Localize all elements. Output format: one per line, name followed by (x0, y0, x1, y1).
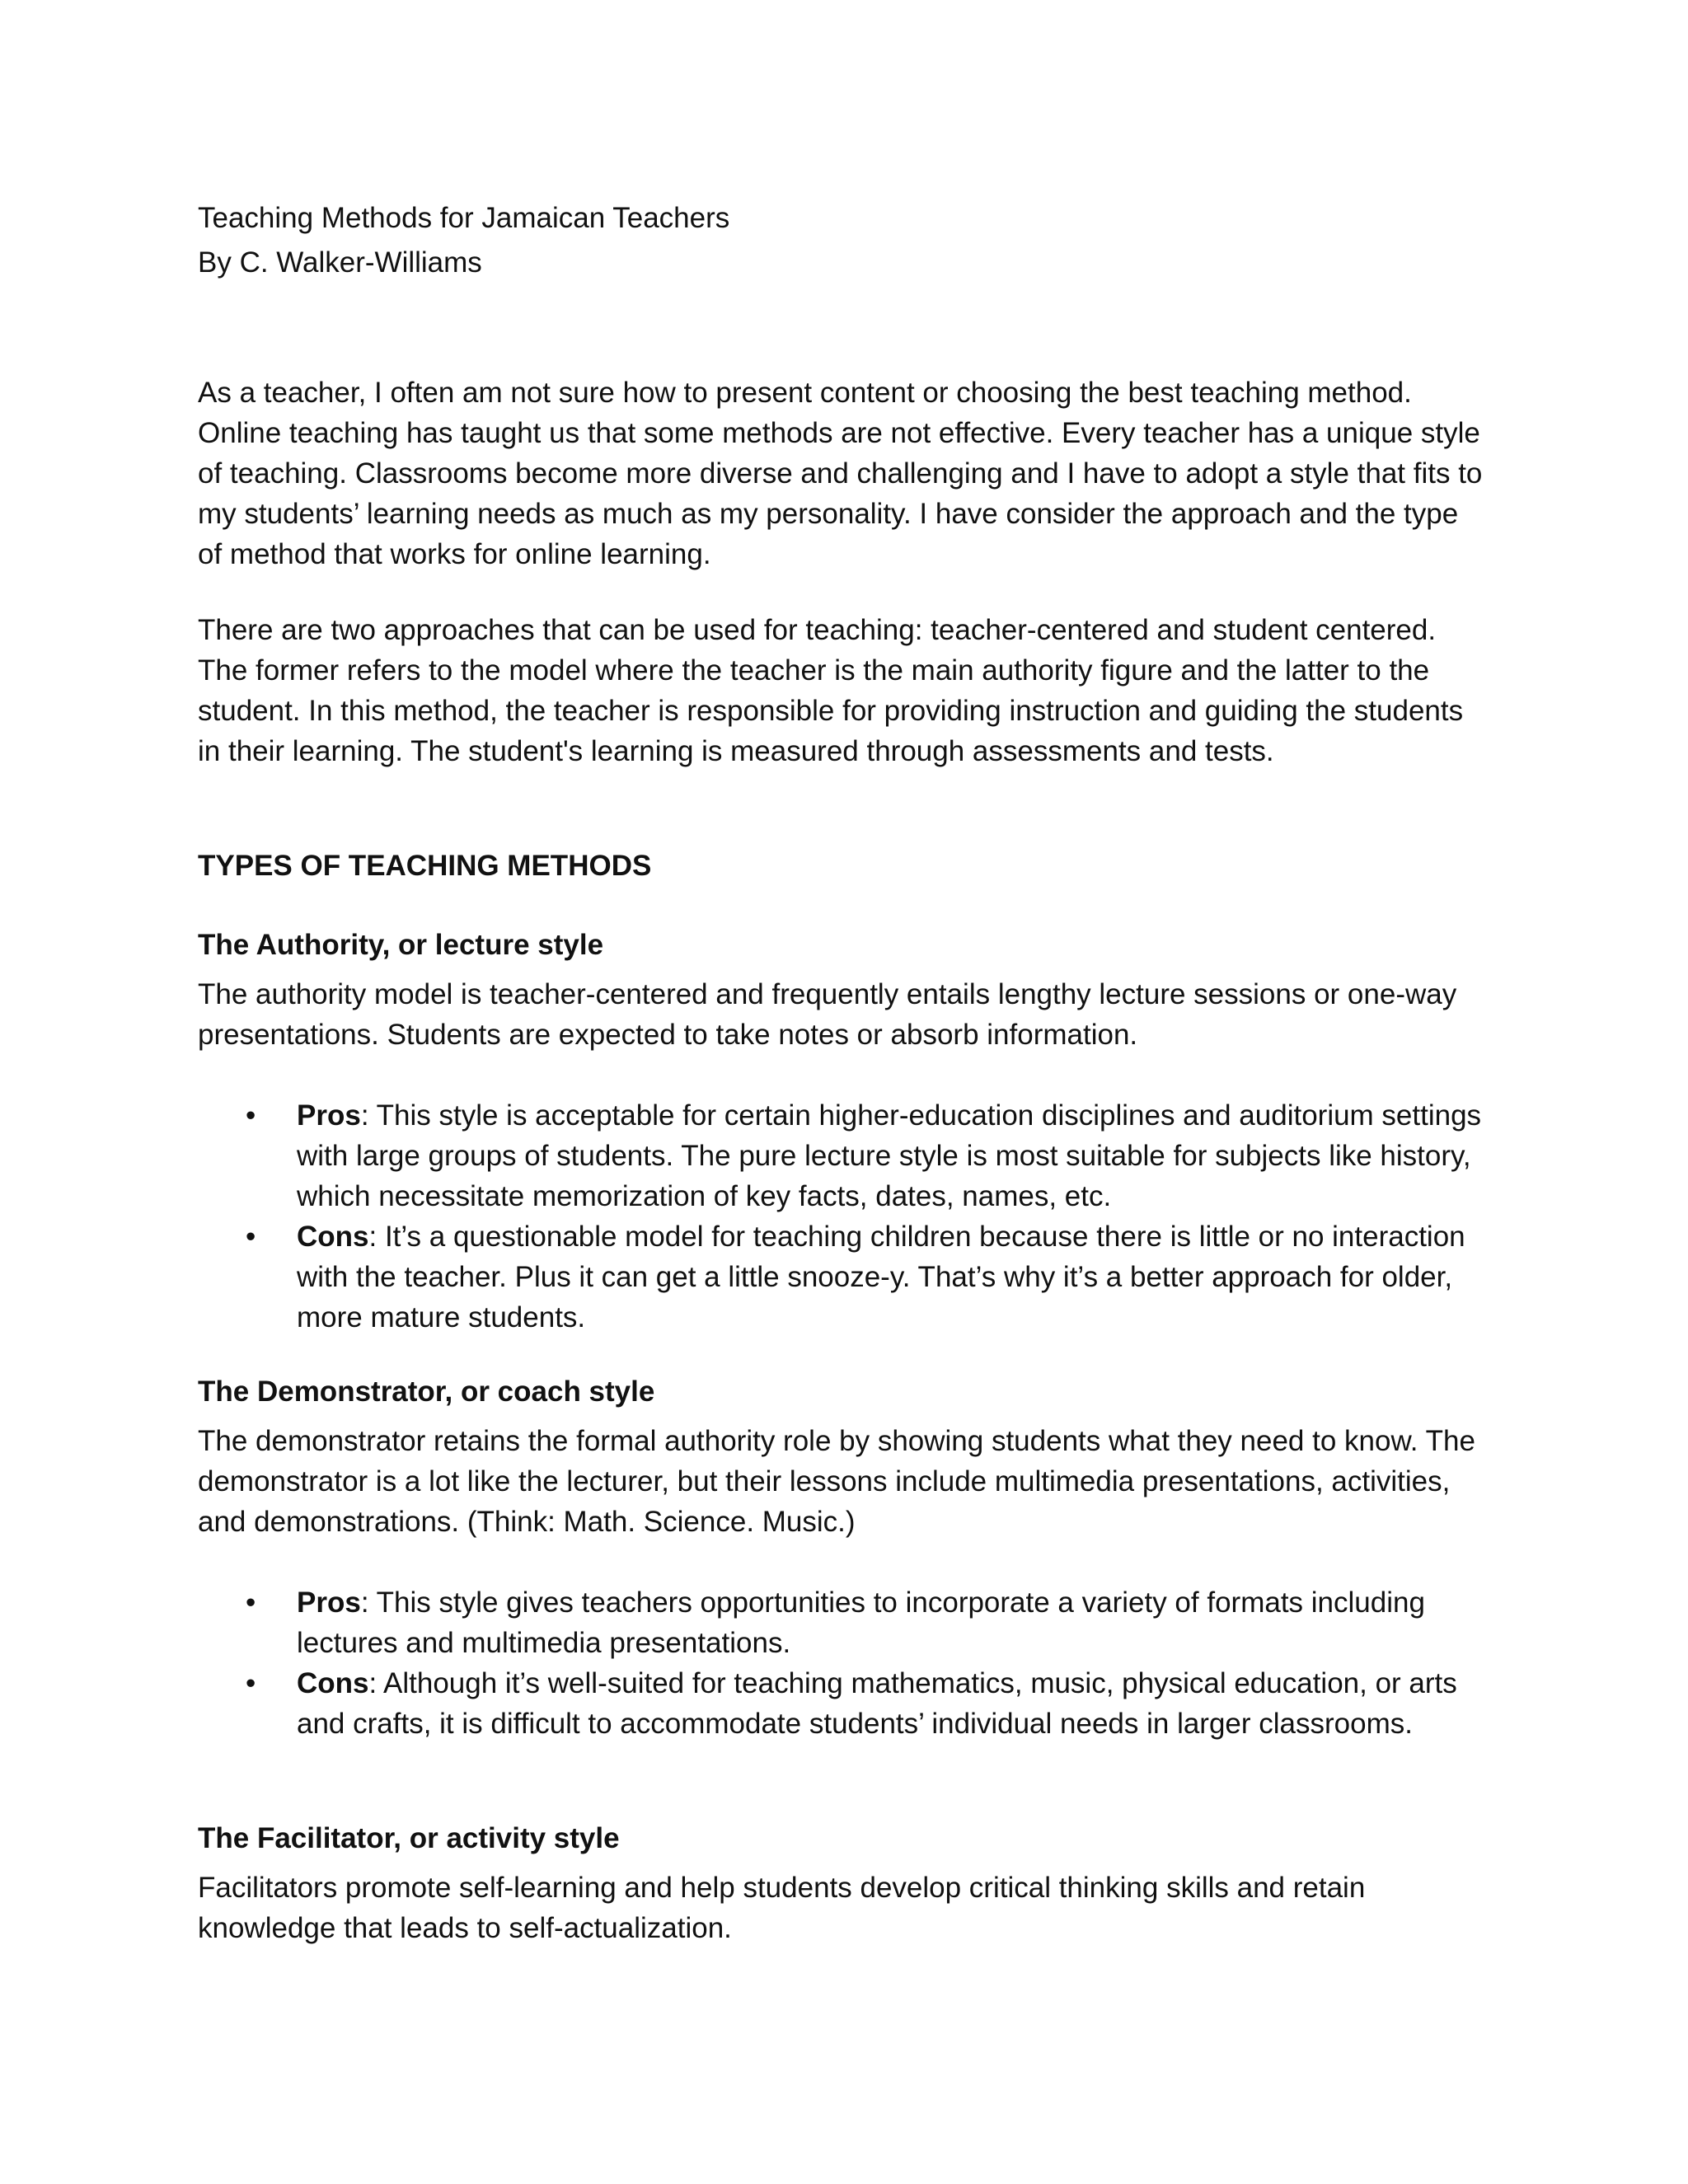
cons-item (198, 1663, 1484, 1744)
document-byline: By C. Walker-Williams (198, 246, 482, 279)
cons-label: Cons (297, 1221, 369, 1253)
cons-text: : Although it’s well-suited for teaching mathematics, music, physical education, or arts and crafts, it is difficult to accommodate students’ individual needs in larger classrooms. (297, 1667, 1457, 1740)
pros-item (198, 1582, 1484, 1663)
pros-cons-list (198, 1095, 1484, 1338)
bullet-icon: • (246, 1099, 256, 1132)
pros-item (198, 1095, 1484, 1216)
section-description: Facilitators promote self-learning and help students develop critical thinking skills and retain knowledge that leads to self-actualization. (198, 1872, 1366, 1944)
document-title: Teaching Methods for Jamaican Teachers (198, 202, 730, 234)
bullet-icon: • (246, 1667, 256, 1699)
document-header (198, 196, 729, 285)
pros-label: Pros (297, 1586, 361, 1619)
section-demonstrator (198, 1371, 1484, 1744)
section-heading: The Authority, or lecture style (198, 929, 604, 961)
section-facilitator (198, 1818, 1484, 1948)
types-heading: TYPES OF TEACHING METHODS (198, 850, 652, 882)
section-authority (198, 925, 1484, 1338)
bullet-icon: • (246, 1586, 256, 1619)
intro-paragraph-1-block (198, 373, 1484, 574)
pros-cons-list (198, 1582, 1484, 1744)
section-heading: The Facilitator, or activity style (198, 1822, 620, 1854)
cons-text: : It’s a questionable model for teaching children because there is little or no interaction with the teacher. Plus it can get a little snooze-y. That’s why it’s a better approach for older, more mature students. (297, 1221, 1465, 1333)
section-description: The demonstrator retains the formal authority role by showing students what they need to know. The demonstrator is a lot like the lecturer, but their lessons include multimedia presentations, activities, and demonstrations. (Think: Math. Science. Music.) (198, 1425, 1475, 1538)
intro-paragraph-2-block (198, 610, 1484, 771)
types-heading-block (198, 846, 1484, 886)
intro-paragraph: There are two approaches that can be used for teaching: teacher-centered and student centered. The former refers to the model where the teacher is the main authority figure and the latter to the student. In this method, the teacher is responsible for providing instruction and guiding the students in their learning. The student's learning is measured through assessments and tests. (198, 614, 1464, 767)
section-heading: The Demonstrator, or coach style (198, 1376, 655, 1408)
pros-text: : This style is acceptable for certain higher-education disciplines and auditorium settings with large groups of students. The pure lecture style is most suitable for subjects like history, which necessitate memorization of key facts, dates, names, etc. (297, 1099, 1482, 1212)
cons-item (198, 1216, 1484, 1338)
intro-paragraph: As a teacher, I often am not sure how to present content or choosing the best teaching method. Online teaching has taught us that some methods are not effective. Every teacher has a unique style of teaching. Classrooms become more diverse and challenging and I have to adopt a style that fits to my students’ learning needs as much as my personality. I have consider the approach and the type of method that works for online learning. (198, 377, 1483, 570)
pros-text: : This style gives teachers opportunities to incorporate a variety of formats including lectures and multimedia presentations. (297, 1586, 1425, 1659)
cons-label: Cons (297, 1667, 369, 1699)
pros-label: Pros (297, 1099, 361, 1132)
section-description: The authority model is teacher-centered and frequently entails lengthy lecture sessions or one-way presentations. Students are expected to take notes or absorb information. (198, 978, 1457, 1051)
bullet-icon: • (246, 1221, 256, 1253)
